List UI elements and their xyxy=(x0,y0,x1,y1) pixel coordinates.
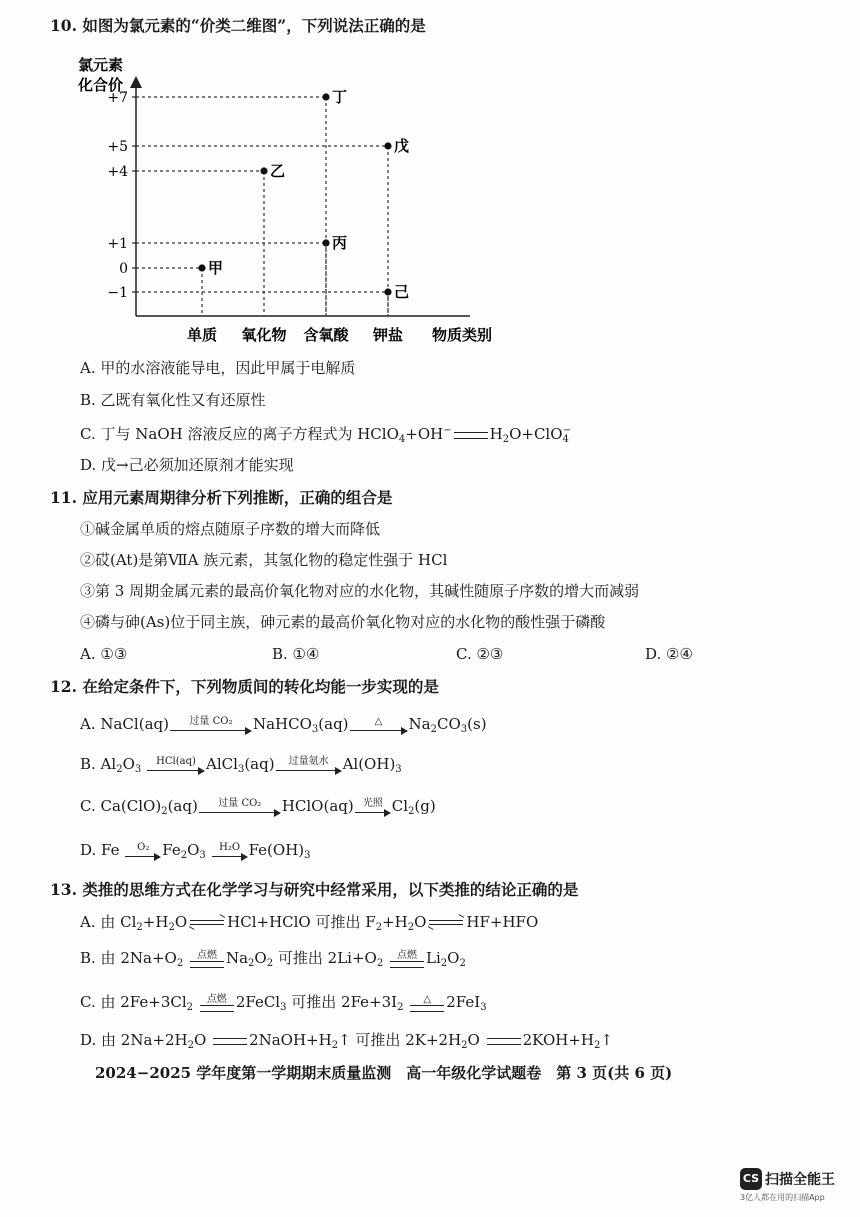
page-footer: 2024−2025 学年度第一学期期末质量监测 高一年级化学试题卷 第 3 页(共 6 页) xyxy=(95,1064,673,1082)
q12-option-d: D. Fe O₂ $Fe_2O_3$ H₂O $Fe(OH)_3$ xyxy=(80,841,311,861)
q10-option-b: B. 乙既有氧化性又有还原性 xyxy=(80,391,266,409)
data-point xyxy=(384,288,391,295)
data-point xyxy=(322,239,329,246)
q13-option-c: C. 由 $2Fe+3Cl_2$ 点燃 2FeCl$_3$ 可推出 $2Fe+3I_2$ △ 2FeI$_3$ xyxy=(80,993,487,1013)
x-category-label: 氧化物 xyxy=(241,326,287,344)
q12-stem: 12. 在给定条件下，下列物质间的转化均能一步实现的是 xyxy=(50,677,439,696)
q10-option-c: C. 丁与 NaOH 溶液反应的离子方程式为 HClO$_4$+OH− $H_2O+ClO_4^-$ xyxy=(80,425,572,445)
q11-option-d: D. ②④ xyxy=(645,645,693,663)
q12-option-a: A. NaCl(aq) 过量 CO₂ NaHCO$_3$(aq) △ $Na_2CO_3(s)$ xyxy=(80,715,487,735)
scanner-logo-icon: CS xyxy=(740,1168,762,1190)
q13-option-d: D. 由 $2Na+2H_2O$ $2NaOH+H_2↑$ 可推出 $2K+2H_2O$ $2KOH+H_2↑$ xyxy=(80,1031,613,1051)
y-tick-label: +1 xyxy=(107,236,128,252)
q10-option-d: D. 戊→己必须加还原剂才能实现 xyxy=(80,456,294,474)
q11-stem: 11. 应用元素周期律分析下列推断，正确的组合是 xyxy=(50,488,393,507)
x-axis-label: 物质类别 xyxy=(432,326,493,344)
y-axis-label-1: 氯元素 xyxy=(78,56,124,74)
point-label: 乙 xyxy=(270,162,286,180)
point-label: 丙 xyxy=(332,234,348,252)
data-point xyxy=(198,264,205,271)
q13-option-a: A. 由 $Cl_2+H_2O$ HCl+HClO 可推出 $F_2+H_2O$ HF+HFO xyxy=(80,913,539,933)
point-label: 甲 xyxy=(208,259,224,277)
x-category-label: 单质 xyxy=(186,326,218,344)
q12-option-c: C. $Ca(ClO)_2(aq)$ 过量 CO₂ HClO(aq) 光照 $Cl_2(g)$ xyxy=(80,797,436,817)
x-category-label: 钾盐 xyxy=(372,326,404,344)
data-point xyxy=(322,93,329,100)
valence-class-chart xyxy=(0,40,860,400)
point-label: 己 xyxy=(394,283,410,301)
y-tick-label: −1 xyxy=(107,285,128,301)
y-tick-label: +5 xyxy=(107,139,128,155)
point-label: 丁 xyxy=(332,88,348,106)
q13-option-b: B. 由 $2Na+O_2$ 点燃 $Na_2O_2$ 可推出 $2Li+O_2$ 点燃 $Li_2O_2$ xyxy=(80,949,466,969)
q13-stem: 13. 类推的思维方式在化学学习与研究中经常采用，以下类推的结论正确的是 xyxy=(50,880,579,899)
q10-stem: 10. 如图为氯元素的“价类二维图”，下列说法正确的是 xyxy=(50,16,426,35)
q10-option-a: A. 甲的水溶液能导电，因此甲属于电解质 xyxy=(80,359,356,377)
q11-option-a: A. ①③ xyxy=(80,645,128,663)
point-label: 戊 xyxy=(394,137,410,155)
q11-option-b: B. ①④ xyxy=(272,645,320,663)
q11-statement-3: ③第 3 周期金属元素的最高价氧化物对应的水化物，其碱性随原子序数的增大而减弱 xyxy=(80,582,640,600)
q11-statement-1: ①碱金属单质的熔点随原子序数的增大而降低 xyxy=(80,520,381,538)
y-axis-label-2: 化合价 xyxy=(78,76,124,94)
q11-statement-4: ④磷与砷(As)位于同主族，砷元素的最高价氧化物对应的水化物的酸性强于磷酸 xyxy=(80,613,606,631)
x-category-label: 含氧酸 xyxy=(303,326,349,344)
q11-option-c: C. ②③ xyxy=(456,645,504,663)
y-tick-label: 0 xyxy=(119,261,128,277)
q12-option-b: B. $Al_2O_3$ HCl(aq) AlCl$_3$(aq) 过量氨水 $Al(OH)_3$ xyxy=(80,755,402,775)
y-tick-label: +4 xyxy=(107,164,128,180)
y-tick-label: +7 xyxy=(107,90,128,106)
scanner-watermark: CS 扫描全能王 3亿人都在用的扫描App xyxy=(740,1168,835,1203)
data-point xyxy=(260,167,267,174)
q11-statement-2: ②砹(At)是第ⅦA 族元素，其氢化物的稳定性强于 HCl xyxy=(80,551,448,569)
data-point xyxy=(384,142,391,149)
